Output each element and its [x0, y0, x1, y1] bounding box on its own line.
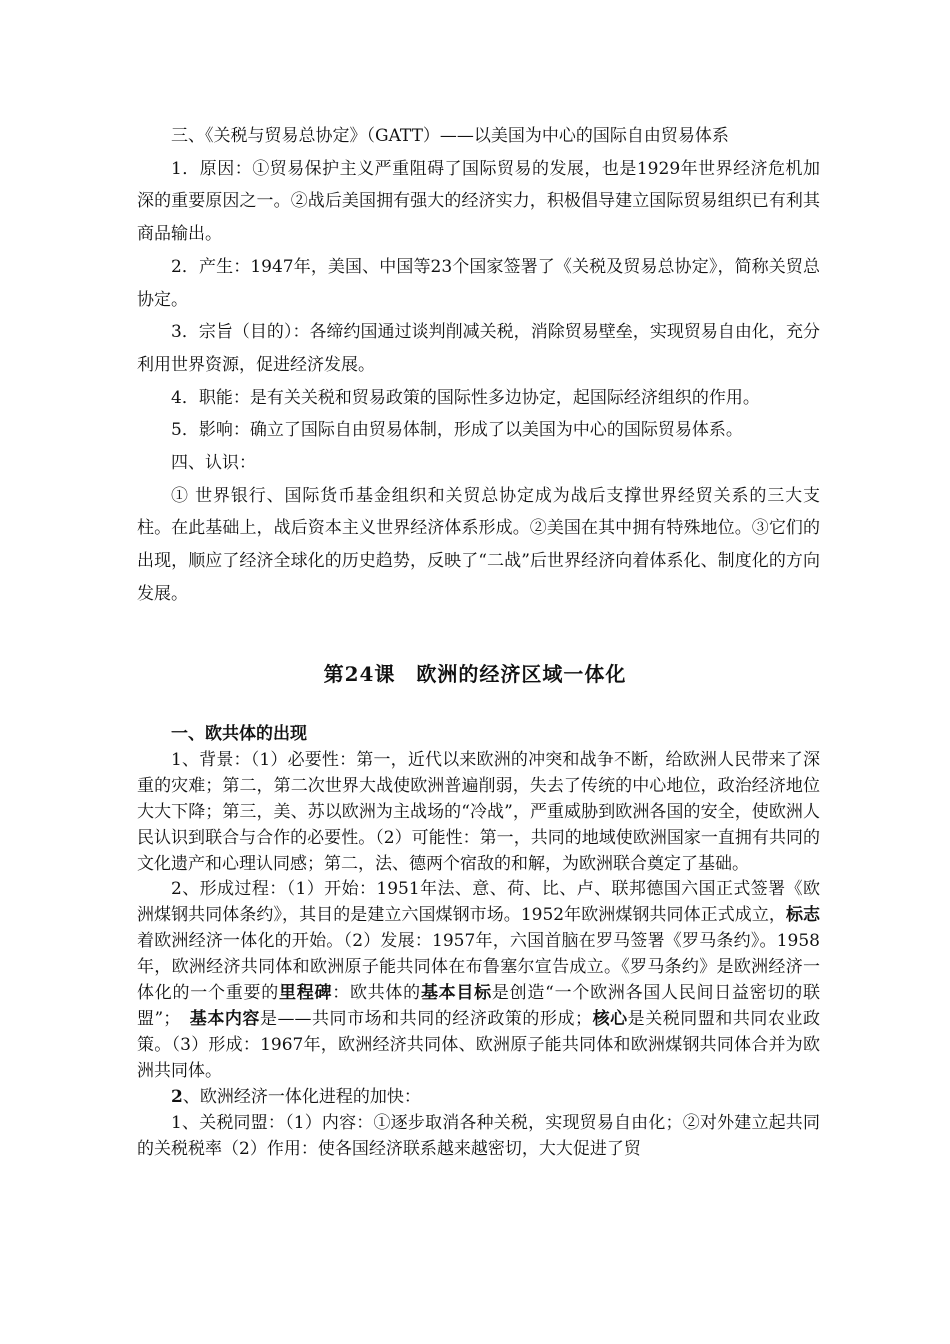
process-text-1: 2、形成过程：（1）开始：1951年法、意、荷、比、卢、联邦德国六国正式签署《欧洲煤钢共同体条约》，其目的是建立六国煤钢市场。1952年欧洲煤钢共同体正式成立，: [137, 879, 820, 926]
understanding-heading: 四、认识：: [171, 453, 256, 474]
process-text-4: 是创造“一个欧洲各国人民间日益密切的联盟”；: [137, 983, 821, 1029]
process-bold-basic-content: 基本内容: [189, 1008, 260, 1029]
gatt-purpose: 3．宗旨（目的）：各缔约国通过谈判削减关税，消除贸易壁垒，实现贸易自由化，充分利用世界资源，促进经济发展。: [137, 322, 820, 375]
gatt-section: [137, 120, 820, 611]
gatt-impact: 5．影响：确立了国际自由贸易体制，形成了以美国为中心的国际贸易体系。: [171, 420, 743, 441]
process-text-6: 是关税同盟和共同农业政策。（3）形成：1967年，欧洲经济共同体、欧洲原子能共同体和欧洲煤钢共同体合并为欧洲共同体。: [137, 1008, 821, 1081]
process-bold-core: 核心: [592, 1008, 628, 1029]
ec-heading: 一、欧共体的出现: [171, 724, 307, 744]
ec-process: [137, 877, 820, 1084]
acceleration-heading: [137, 1085, 820, 1111]
understanding-text: ① 世界银行、国际货币基金组织和关贸总协定成为战后支撑世界经贸关系的三大支柱。在此基础上，战后资本主义世界经济体系形成。②美国在其中拥有特殊地位。③它们的出现，顺应了经济全球化的历史趋势，反映了“二战”后世界经济向着体系化、制度化的方向发展。: [137, 485, 820, 604]
process-text-2: 着欧洲经济一体化的开始。（2）发展：1957年，六国首脑在罗马签署《罗马条约》。1958年，欧洲经济共同体和欧洲原子能共同体在布鲁塞尔宣告成立。《罗马条约》是欧洲经济一体化的一个重要的: [137, 931, 820, 1004]
lesson-title: 第24课 欧洲的经济区域一体化: [323, 662, 627, 686]
process-text-5: 是——共同市场和共同的经济政策的形成；: [259, 1008, 593, 1029]
process-bold-milestone: 里程碑: [278, 983, 333, 1004]
gatt-heading: 三、《关税与贸易总协定》（GATT）——以美国为中心的国际自由贸易体系: [171, 126, 729, 146]
acceleration-number: 2: [171, 1086, 183, 1107]
gatt-function: 4．职能：是有关关税和贸易政策的国际性多边协定，起国际经济组织的作用。: [171, 387, 760, 408]
ec-background: 1、背景：（1）必要性：第一，近代以来欧洲的冲突和战争不断，给欧洲人民带来了深重的灾难；第二，第二次世界大战使欧洲普遍削弱，失去了传统的中心地位，政治经济地位大大下降；第三，美、苏以欧洲为主战场的“冷战”，严重威胁到欧洲各国的安全，使欧洲人民认识到联合与合作的必要性。（2）可能性：第一，共同的地域使欧洲国家一直拥有共同的文化遗产和心理认同感；第二，法、德两个宿敌的和解，为欧洲联合奠定了基础。: [137, 749, 820, 874]
process-text-3: ：欧共体的: [332, 983, 421, 1004]
acceleration-text: 、欧洲经济一体化进程的加快：: [182, 1086, 421, 1107]
process-bold-sign: 标志: [785, 905, 820, 926]
process-bold-basic-goal: 基本目标: [420, 983, 492, 1004]
gatt-reason: 1．原因：①贸易保护主义严重阻碍了国际贸易的发展，也是1929年世界经济危机加深的重要原因之一。②战后美国拥有强大的经济实力，积极倡导建立国际贸易组织已有利其商品输出。: [137, 158, 820, 245]
ec-section: [137, 722, 820, 1162]
customs-union: 1、关税同盟：（1）内容：①逐步取消各种关税，实现贸易自由化；②对外建立起共同的关税税率（2）作用：使各国经济联系越来越密切，大大促进了贸: [137, 1112, 820, 1159]
gatt-origin: 2．产生：1947年，美国、中国等23个国家签署了《关税及贸易总协定》，简称关贸总协定。: [137, 256, 820, 310]
